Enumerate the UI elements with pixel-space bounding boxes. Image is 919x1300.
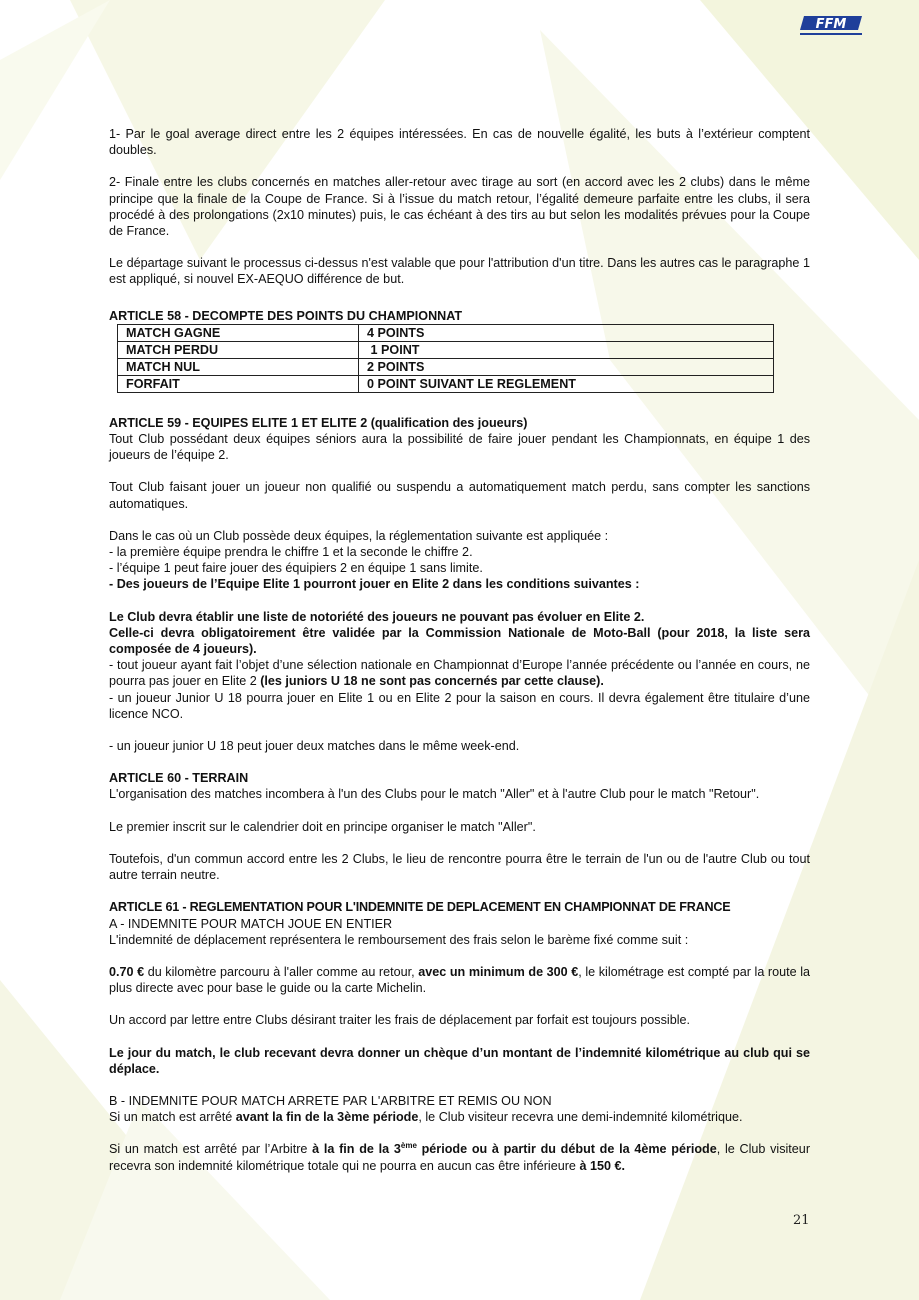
- paragraph-departage: Le départage suivant le processus ci-dessus n'est valable que pour l'attribution d'un titre. Dans les autres cas le paragraphe 1 est appliqué, si nouvel EX-AEQUO différence de but.: [109, 256, 810, 287]
- article-60-title: ARTICLE 60 - TERRAIN: [109, 771, 249, 786]
- table-cell-value: 1 POINT: [359, 341, 774, 358]
- article-61-section-a: [109, 916, 810, 948]
- line-text: du kilomètre parcouru à l'aller comme au retour,: [144, 964, 419, 979]
- article-61-forfait-paragraph: Un accord par lettre entre Clubs désirant traiter les frais de déplacement par forfait est toujours possible.: [109, 1013, 690, 1028]
- line-text-bold: Le Club devra établir une liste de notoriété des joueurs ne pouvant pas évoluer en Elite 2.: [109, 609, 645, 624]
- document-body: [109, 126, 810, 1190]
- table-cell-value: 0 POINT SUIVANT LE REGLEMENT: [359, 375, 774, 392]
- article-59-paragraph-1: Tout Club possédant deux équipes séniors aura la possibilité de faire jouer pendant les Championnats, en équipe 1 des joueurs de l’équipe 2.: [109, 432, 810, 463]
- article-59-paragraph-3: [109, 528, 810, 593]
- table-cell-value: 2 POINTS: [359, 358, 774, 375]
- line-text-bold: - Des joueurs de l’Equipe Elite 1 pourront jouer en Elite 2 dans les conditions suivantes :: [109, 577, 640, 592]
- paragraph-goal-average: 1- Par le goal average direct entre les 2 équipes intéressées. En cas de nouvelle égalité, les buts à l’extérieur comptent doubles.: [109, 127, 810, 158]
- article-60-paragraph-3: Toutefois, d'un commun accord entre les 2 Clubs, le lieu de rencontre pourra être le terrain de l'un ou de l'autre Club ou tout autre terrain neutre.: [109, 851, 810, 883]
- table-cell-label: MATCH GAGNE: [118, 324, 359, 341]
- page-number: 21: [793, 1213, 810, 1228]
- line-text: Si un match est arrêté: [109, 1110, 236, 1125]
- line-text: Dans le cas où un Club possède deux équipes, la réglementation suivante est appliquée :: [109, 528, 609, 543]
- subheading: A - INDEMNITE POUR MATCH JOUE EN ENTIER: [109, 916, 393, 931]
- table-row: [118, 324, 774, 341]
- article-58-title: ARTICLE 58 - DECOMPTE DES POINTS DU CHAMPIONNAT: [109, 308, 463, 323]
- bold-text: à 150 €.: [579, 1158, 625, 1173]
- article-61-title: ARTICLE 61 - REGLEMENTATION POUR L'INDEMNITE DE DEPLACEMENT EN CHAMPIONNAT DE FRANCE: [109, 900, 731, 915]
- points-table: [117, 324, 774, 393]
- paragraph-finale: 2- Finale entre les clubs concernés en matches aller-retour avec tirage au sort (en accord avec les 2 clubs) dans le même principe que la finale de la Coupe de France. Si à l’issue du match retour, l’égalité demeure parfaite entre les clubs, il sera procédé à des prolongations (2x10 minutes) puis, le cas échéant à des tirs au but selon les modalités prévues pour la Coupe de France.: [109, 175, 810, 239]
- line-text: - un joueur Junior U 18 pourra jouer en Elite 1 ou en Elite 2 pour la saison en cours. Il devra également être titulaire d’une licence NCO.: [109, 690, 810, 721]
- line-text: , le kilométrage est compté par la route la plus directe avec pour base le guide ou la carte Michelin.: [109, 964, 811, 996]
- article-59-title: ARTICLE 59 - EQUIPES ELITE 1 ET ELITE 2 (qualification des joueurs): [109, 415, 528, 430]
- ffm-logo-icon: [798, 14, 864, 40]
- table-cell-label: MATCH PERDU: [118, 341, 359, 358]
- bold-text: 0.70 €: [109, 964, 145, 979]
- article-61-arrete-paragraph: [109, 1141, 810, 1173]
- table-cell-label: FORFAIT: [118, 375, 359, 392]
- line-text: - la première équipe prendra le chiffre 1 et la seconde le chiffre 2.: [109, 545, 473, 560]
- table-cell-value: 4 POINTS: [359, 324, 774, 341]
- line-text-bold: Celle-ci devra obligatoirement être validée par la Commission Nationale de Moto-Ball (pour 2018, la liste sera composée de 4 joueurs).: [109, 625, 810, 657]
- bold-text: avec un minimum de 300 €: [418, 964, 579, 979]
- superscript: ème: [400, 1141, 417, 1151]
- article-60-paragraph-1: L'organisation des matches incombera à l'un des Clubs pour le match "Aller" et à l'autre Club pour le match "Retour".: [109, 787, 760, 802]
- bold-text: avant la fin de la 3ème période: [235, 1110, 419, 1125]
- logo-text: FFM: [815, 17, 847, 32]
- table-row: [118, 341, 774, 358]
- table-row: [118, 375, 774, 392]
- line-text: , le Club visiteur recevra son indemnité kilométrique totale qui ne pourra en aucun cas être inférieure: [109, 1142, 811, 1173]
- article-59-paragraph-4: [109, 609, 810, 722]
- table-cell-label: MATCH NUL: [118, 358, 359, 375]
- bold-text: période ou à partir du début de la 4ème période: [416, 1142, 717, 1157]
- article-61-cheque-paragraph: [109, 1045, 810, 1077]
- article-60-paragraph-2: Le premier inscrit sur le calendrier doit en principe organiser le match "Aller".: [109, 819, 536, 834]
- line-text: L'indemnité de déplacement représentera le remboursement des frais selon le barème fixé comme suit :: [109, 932, 689, 947]
- line-text-bold: (les juniors U 18 ne sont pas concernés par cette clause).: [260, 674, 604, 689]
- line-text: - l’équipe 1 peut faire jouer des équipiers 2 en équipe 1 sans limite.: [109, 561, 483, 576]
- article-61-rate-paragraph: [109, 964, 810, 996]
- line-text: Si un match est arrêté par l’Arbitre: [109, 1142, 313, 1157]
- subheading: B - INDEMNITE POUR MATCH ARRETE PAR L'ARBITRE ET REMIS OU NON: [109, 1093, 552, 1108]
- table-row: [118, 358, 774, 375]
- bold-text: à la fin de la 3: [312, 1142, 401, 1157]
- article-59-paragraph-5: - un joueur junior U 18 peut jouer deux matches dans le même week-end.: [109, 739, 520, 754]
- article-59-paragraph-2: Tout Club faisant jouer un joueur non qualifié ou suspendu a automatiquement match perdu, sans compter les sanctions automatiques.: [109, 480, 810, 511]
- article-61-section-b: [109, 1093, 810, 1125]
- line-text: - tout joueur ayant fait l’objet d’une sélection nationale en Championnat d’Europe l’année précédente ou l’année en cours, ne pourra pas jouer en Elite 2: [109, 658, 810, 689]
- bold-text: Le jour du match, le club recevant devra donner un chèque d’un montant de l’indemnité kilométrique au club qui se déplace.: [109, 1045, 810, 1076]
- line-text: , le Club visiteur recevra une demi-indemnité kilométrique.: [418, 1110, 743, 1125]
